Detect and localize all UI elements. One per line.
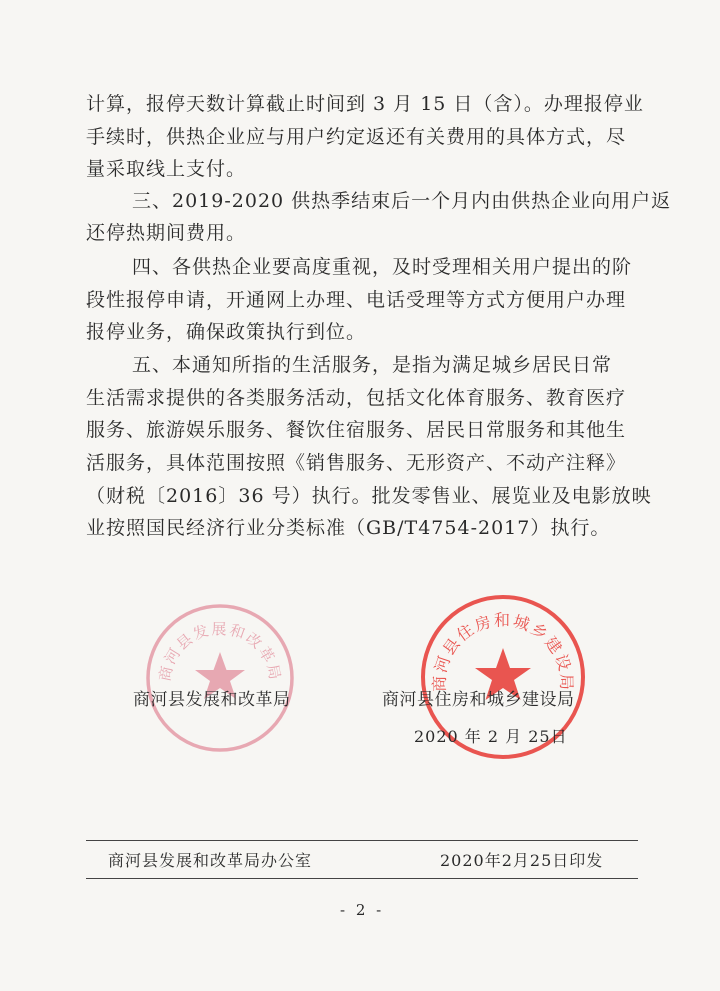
body-line-8: 报停业务，确保政策执行到位。 (86, 321, 367, 343)
body-line-7: 段性报停申请，开通网上办理、电话受理等方式方便用户办理 (86, 289, 627, 311)
page-number: - 2 - (340, 901, 385, 919)
body-line-13: （财税〔2016〕36 号）执行。批发零售业、展览业及电影放映 (86, 485, 652, 507)
body-line-5: 还停热期间费用。 (86, 222, 247, 244)
body-line-4: 三、2019-2020 供热季结束后一个月内由供热企业向用户返 (132, 190, 672, 212)
footer-office: 商河县发展和改革局办公室 (108, 851, 313, 870)
body-line-6: 四、各供热企业要高度重视，及时受理相关用户提出的阶 (132, 256, 633, 278)
body-line-1: 计算，报停天数计算截止时间到 3 月 15 日（含）。办理报停业 (86, 93, 644, 115)
left-official-seal (142, 600, 298, 756)
body-line-3: 量采取线上支付。 (86, 158, 247, 180)
body-line-10: 生活需求提供的各类服务活动，包括文化体育服务、教育医疗 (86, 387, 627, 409)
footer-top-divider (86, 840, 638, 841)
right-signature: 商河县住房和城乡建设局 (382, 690, 575, 710)
footer-bottom-divider (86, 878, 638, 879)
body-line-14: 业按照国民经济行业分类标准（GB/T4754-2017）执行。 (86, 517, 611, 539)
body-line-11: 服务、旅游娱乐服务、餐饮住宿服务、居民日常服务和其他生 (86, 419, 627, 441)
body-line-2: 手续时，供热企业应与用户约定返还有关费用的具体方式，尽 (86, 126, 627, 148)
body-line-9: 五、本通知所指的生活服务，是指为满足城乡居民日常 (132, 354, 613, 376)
left-signature: 商河县发展和改革局 (133, 690, 291, 710)
footer-issued-date: 2020年2月25日印发 (440, 851, 604, 870)
left-seal-text: 商河县发展和改革局 (155, 620, 285, 683)
signing-date: 2020 年 2 月 25日 (414, 727, 568, 746)
body-line-12: 活服务，具体范围按照《销售服务、无形资产、不动产注释》 (86, 452, 627, 474)
right-seal-text: 商河县住房和城乡建设局 (429, 610, 577, 692)
